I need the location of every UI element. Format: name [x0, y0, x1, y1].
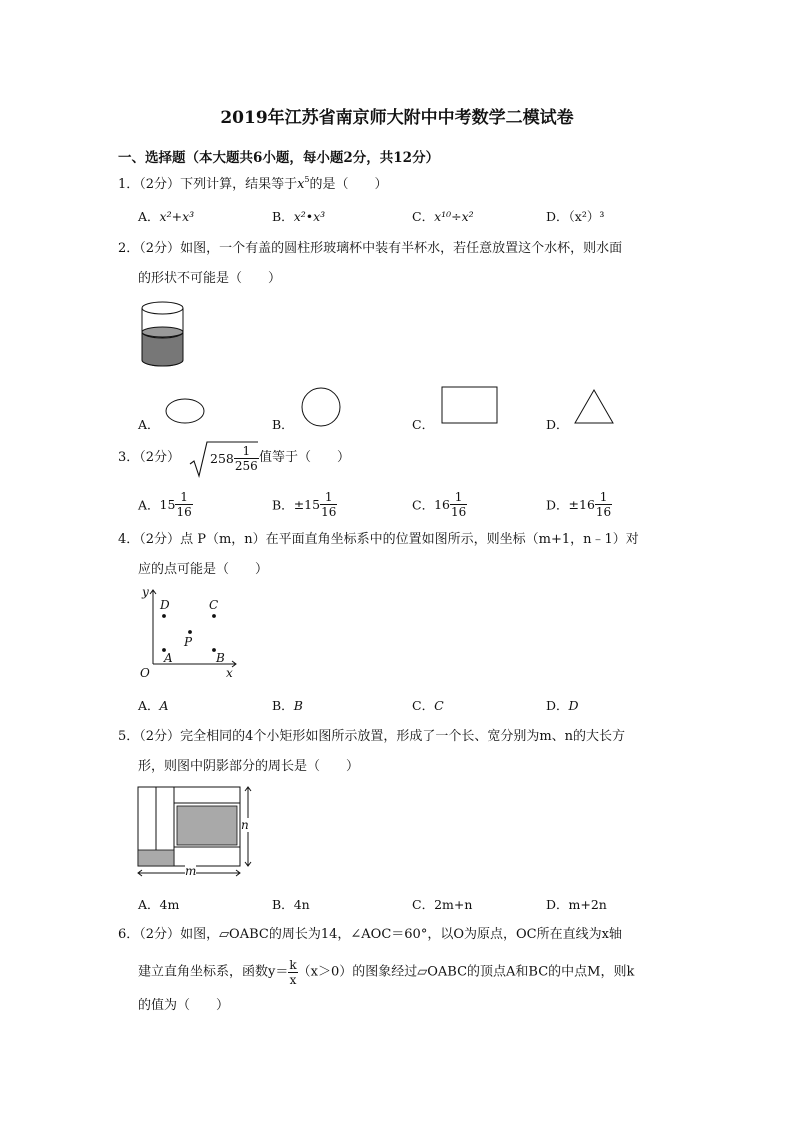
question-2-line2: 的形状不可能是（ ）	[138, 271, 282, 286]
circle-shape	[300, 386, 344, 430]
q3-option-d: D．±16 $\frac{1}{16}$	[546, 490, 612, 519]
q5-option-c: C．2m+n	[412, 897, 473, 912]
question-score: （2分）	[139, 177, 181, 192]
q2-option-c-label: C．	[412, 417, 435, 432]
question-1-stem: 1．（2分）下列计算，结果等于$x^5$的是（ ）	[118, 175, 388, 192]
y-axis-label: y	[142, 585, 149, 599]
dimension-m-label: m	[185, 864, 197, 878]
x-axis-label: x	[226, 666, 233, 680]
question-6-line3: 的值为（ ）	[138, 998, 230, 1013]
point-p-label: P	[184, 635, 193, 649]
point-d-label: D	[160, 598, 170, 612]
q4-option-c: C．C	[412, 698, 444, 713]
point-c-label: C	[209, 598, 219, 612]
q1-option-c: C．x¹⁰÷x²	[412, 209, 474, 224]
ellipse-shape	[164, 396, 206, 426]
point-b-label: B	[216, 651, 225, 665]
origin-label: O	[140, 666, 150, 680]
q5-option-a: A．4m	[138, 897, 180, 912]
q5-option-b: B．4n	[272, 897, 310, 912]
question-number: 1．	[118, 177, 140, 192]
section-heading: 一、选择题（本大题共6小题，每小题2分，共12分）	[118, 150, 440, 166]
point-p	[188, 630, 192, 634]
q1-option-b: B．x²•x³	[272, 209, 326, 224]
q5-option-d: D．m+2n	[546, 897, 607, 912]
radicand: 258 $\frac{1}{256}$	[210, 444, 258, 473]
q4-option-d: D．D	[546, 698, 579, 713]
k-over-x-fraction: $\frac{k}{x}$	[289, 958, 297, 987]
question-3-text: 值等于（ ）	[259, 450, 351, 465]
q2-option-d-label: D．	[546, 417, 569, 432]
q3-option-c: C．16 $\frac{1}{16}$	[412, 490, 467, 519]
point-a-label: A	[164, 651, 173, 665]
question-4-line2: 应的点可能是（ ）	[138, 562, 269, 577]
cylinder-cup-figure	[140, 300, 186, 372]
question-2-line1: 2．（2分）如图，一个有盖的圆柱形玻璃杯中装有半杯水，若任意放置这个水杯，则水面	[118, 241, 623, 256]
q1-option-a: A．x²+x³	[138, 209, 195, 224]
q4-option-a: A．A	[138, 698, 169, 713]
q2-option-b-label: B．	[272, 417, 294, 432]
point-c	[212, 614, 216, 618]
q2-option-a-label: A．	[138, 417, 160, 432]
q3-option-a: A．15 $\frac{1}{16}$	[138, 490, 192, 519]
q1-option-d: D．（x²）³	[546, 209, 605, 224]
q4-option-b: B．B	[272, 698, 303, 713]
shaded-region-large	[177, 806, 237, 845]
point-d	[162, 614, 166, 618]
q3-option-b: B．±15 $\frac{1}{16}$	[272, 490, 337, 519]
question-6-line2: 建立直角坐标系，函数y＝ $\frac{k}{x}$ （x＞0）的图象经过▱OABC的顶点A和BC的中点M，则k	[138, 958, 635, 987]
question-5-line1: 5．（2分）完全相同的4个小矩形如图所示放置，形成了一个长、宽分别为m、n的大长方	[118, 729, 626, 744]
question-3-prefix: 3．（2分）	[118, 450, 181, 465]
dimension-n-label: n	[241, 818, 249, 832]
question-4-line1: 4．（2分）点 P（m，n）在平面直角坐标系中的位置如图所示，则坐标（m+1，n﹣1）对	[118, 532, 639, 547]
paper-title: 2019年江苏省南京师大附中中考数学二模试卷	[220, 108, 574, 128]
shaded-region-small	[138, 850, 174, 866]
question-5-line2: 形，则图中阴影部分的周长是（ ）	[138, 759, 360, 774]
triangle-shape	[574, 388, 616, 426]
rectangle-shape	[441, 386, 499, 426]
question-6-line1: 6．（2分）如图，▱OABC的周长为14，∠AOC＝60°，以O为原点，OC所在直线为x轴	[118, 927, 622, 942]
